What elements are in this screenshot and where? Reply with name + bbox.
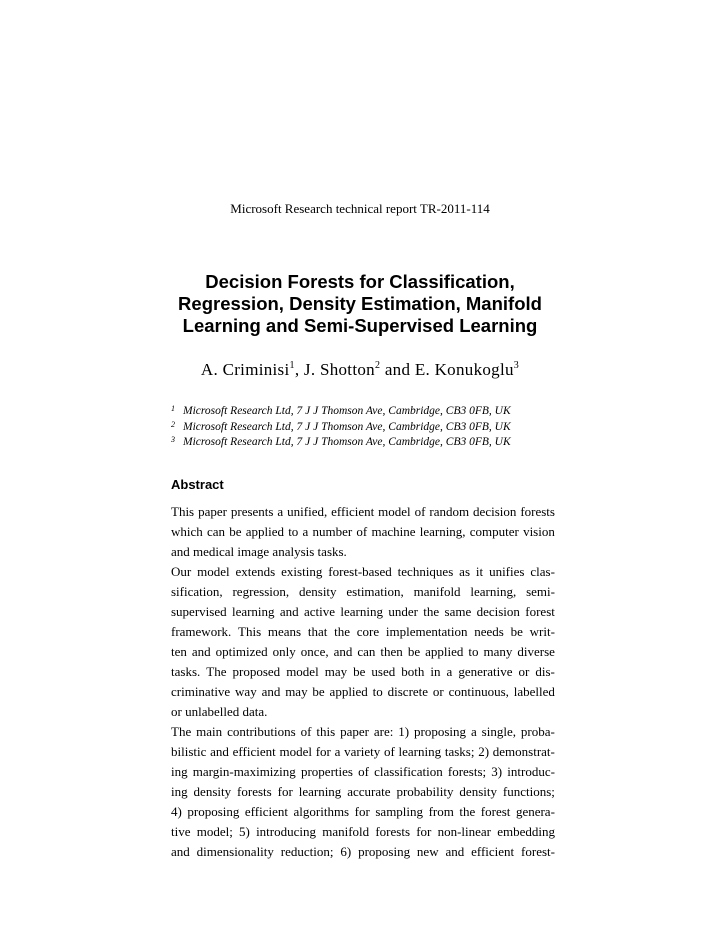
abstract-line: The main contributions of this paper are: 1) proposing a single, proba- [171, 724, 555, 739]
abstract-line: which can be applied to a number of machine learning, computer vision [171, 524, 555, 539]
affiliation-item [171, 420, 561, 436]
title-line-2: Regression, Density Estimation, Manifold [178, 293, 542, 314]
affiliation-text: Microsoft Research Ltd, 7 J J Thomson Ave, Cambridge, CB3 0FB, UK [183, 436, 511, 448]
abstract-line: supervised learning and active learning under the same decision forest [171, 604, 555, 619]
abstract-line: ing margin-maximizing properties of classification forests; 3) introduc- [171, 764, 555, 779]
author-name: J. Shotton [303, 360, 375, 379]
abstract-line: ten and optimized only once, and can then be applied to many diverse [171, 644, 555, 659]
abstract-line: tasks. The proposed model may be used both in a generative or dis- [171, 664, 555, 679]
abstract-line: sification, regression, density estimation, manifold learning, semi- [171, 584, 555, 599]
abstract-line: or unlabelled data. [171, 704, 268, 719]
author-separator: , [294, 360, 304, 379]
report-number: Microsoft Research technical report TR-2011-114 [230, 201, 490, 216]
affiliation-item [171, 404, 561, 420]
title-line-3: Learning and Semi-Supervised Learning [182, 315, 538, 336]
affiliation-list [171, 404, 561, 451]
paper-title [0, 271, 720, 337]
affiliation-text: Microsoft Research Ltd, 7 J J Thomson Ave, Cambridge, CB3 0FB, UK [183, 405, 511, 417]
abstract-line: ing density forests for learning accurate probability density functions; [171, 784, 555, 799]
affiliation-item [171, 435, 561, 451]
abstract-line: Our model extends existing forest-based techniques as it unifies clas- [171, 564, 555, 579]
author-name: A. Criminisi [200, 360, 290, 379]
author-affiliation-mark: 3 [513, 360, 520, 371]
abstract-line: and medical image analysis tasks. [171, 544, 347, 559]
abstract-heading: Abstract [171, 477, 224, 492]
author-separator: and [380, 360, 415, 379]
abstract-line: criminative way and may be applied to discrete or continuous, labelled [171, 684, 555, 699]
abstract-body [171, 502, 555, 862]
affiliation-text: Microsoft Research Ltd, 7 J J Thomson Ave, Cambridge, CB3 0FB, UK [183, 420, 511, 433]
title-line-1: Decision Forests for Classification, [205, 271, 515, 292]
author-affiliation-mark: 1 [289, 360, 295, 371]
author-list [0, 360, 720, 380]
abstract-line: bilistic and efficient model for a variety of learning tasks; 2) demonstrat- [171, 744, 555, 759]
affiliation-number: 1 [171, 404, 175, 413]
author-name: E. Konukoglu [414, 360, 514, 379]
affiliation-number: 3 [171, 435, 175, 444]
abstract-line: framework. This means that the core implementation needs be writ- [171, 624, 555, 639]
abstract-line: and dimensionality reduction; 6) proposing new and efficient forest- [171, 844, 555, 859]
author-affiliation-mark: 2 [374, 360, 381, 371]
abstract-line: tive model; 5) introducing manifold forests for non-linear embedding [171, 824, 555, 839]
abstract-line: This paper presents a unified, efficient model of random decision forests [171, 504, 555, 519]
affiliation-number: 2 [171, 419, 175, 429]
abstract-line: 4) proposing efficient algorithms for sampling from the forest genera- [171, 804, 555, 819]
